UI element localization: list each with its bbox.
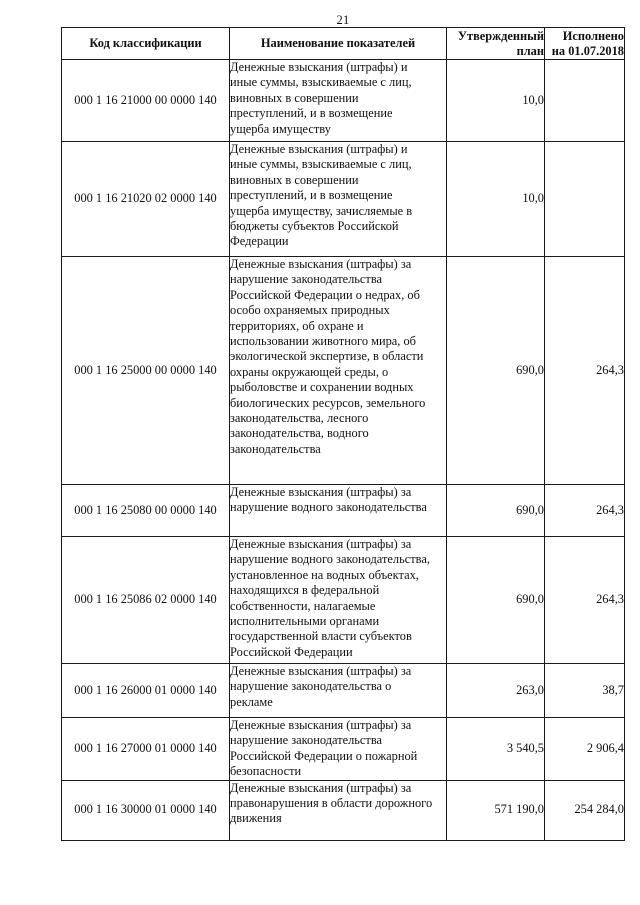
indicator-name-line: Денежные взыскания (штрафы) за [230,718,412,732]
executed-value: 264,3 [545,485,625,537]
approved-plan-value: 10,0 [447,142,545,257]
header-plan: Утвержденный план [447,28,545,60]
approved-plan-value: 690,0 [447,257,545,485]
indicator-name-line: движения [230,811,282,826]
indicator-name-line: правонарушения в области дорожного [230,796,433,811]
indicator-name-line: Российской Федерации [230,644,353,659]
indicator-name-line: виновных в совершении [230,172,359,187]
indicator-name-line: установленное на водных объектах, [230,567,419,582]
indicator-name [230,60,447,142]
approved-plan-value: 10,0 [447,60,545,142]
table-row [62,537,625,664]
executed-value [545,142,625,257]
indicator-name-line: Денежные взыскания (штрафы) за [230,780,412,795]
executed-value [545,60,625,142]
indicator-name-line: преступлений, и в возмещение [230,106,393,121]
indicator-name-line: особо охраняемых природных [230,303,390,318]
table-header-row [62,28,625,60]
header-name: Наименование показателей [230,28,447,60]
indicator-name-line: нарушение законодательства о [230,679,392,694]
table-row [62,142,625,257]
indicator-name [230,718,447,781]
indicator-name-line: ущерба имуществу, зачисляемые в [230,203,413,218]
budget-table [61,27,625,841]
executed-value: 254 284,0 [545,780,625,840]
indicator-name-line: экологической экспертизе, в области [230,349,424,364]
indicator-name-line: преступлений, и в возмещение [230,188,393,203]
approved-plan-value: 263,0 [447,664,545,718]
classification-code: 000 1 16 21000 00 0000 140 [62,60,230,142]
classification-code: 000 1 16 21020 02 0000 140 [62,142,230,257]
indicator-name-line: использовании животного мира, об [230,334,416,349]
indicator-name-line: Денежные взыскания (штрафы) за [230,485,412,499]
header-done: Исполнено на 01.07.2018 [545,28,625,60]
executed-value: 2 906,4 [545,718,625,781]
indicator-name [230,485,447,537]
indicator-name-line: законодательства, водного [230,426,369,441]
approved-plan-value: 571 190,0 [447,780,545,840]
approved-plan-value: 690,0 [447,537,545,664]
executed-value: 38,7 [545,664,625,718]
executed-value: 264,3 [545,257,625,485]
indicator-name-line: находящихся в федеральной [230,583,380,598]
classification-code: 000 1 16 25000 00 0000 140 [62,257,230,485]
indicator-name-line: нарушение водного законодательства [230,500,427,515]
indicator-name-line: биологических ресурсов, земельного [230,395,426,410]
indicator-name-line: Российской Федерации о недрах, об [230,287,420,302]
indicator-name [230,257,447,485]
table-row [62,60,625,142]
indicator-name-line: территориях, об охране и [230,318,364,333]
table-row [62,257,625,485]
indicator-name [230,142,447,257]
page-number: 21 [336,13,350,27]
indicator-name-line: Денежные взыскания (штрафы) и [230,60,408,74]
indicator-name-line: иные суммы, взыскиваемые с лиц, [230,157,412,172]
table-row [62,485,625,537]
indicator-name [230,780,447,840]
indicator-name-line: рекламе [230,694,273,709]
indicator-name [230,537,447,664]
header-code: Код классификации [62,28,230,60]
indicator-name-line: иные суммы, взыскиваемые с лиц, [230,75,412,90]
indicator-name-line: бюджеты субъектов Российской [230,219,399,234]
indicator-name-line: Денежные взыскания (штрафы) за [230,257,412,271]
indicator-name-line: нарушение водного законодательства, [230,552,430,567]
indicator-name-line: исполнительными органами [230,614,380,629]
indicator-name-line: Денежные взыскания (штрафы) за [230,664,412,678]
indicator-name-line: законодательства, лесного [230,411,369,426]
indicator-name [230,664,447,718]
indicator-name-line: рыболовстве и сохранении водных [230,380,414,395]
classification-code: 000 1 16 27000 01 0000 140 [62,718,230,781]
classification-code: 000 1 16 26000 01 0000 140 [62,664,230,718]
indicator-name-line: законодательства [230,441,321,456]
approved-plan-value: 3 540,5 [447,718,545,781]
classification-code: 000 1 16 25080 00 0000 140 [62,485,230,537]
indicator-name-line: виновных в совершении [230,90,359,105]
classification-code: 000 1 16 30000 01 0000 140 [62,780,230,840]
approved-plan-value: 690,0 [447,485,545,537]
classification-code: 000 1 16 25086 02 0000 140 [62,537,230,664]
indicator-name-line: собственности, налагаемые [230,598,376,613]
table-row [62,718,625,781]
indicator-name-line: охраны окружающей среды, о [230,364,389,379]
indicator-name-line: государственной власти субъектов [230,629,412,644]
table-row [62,664,625,718]
indicator-name-line: Денежные взыскания (штрафы) и [230,142,408,156]
indicator-name-line: безопасности [230,764,302,779]
table-row [62,780,625,840]
indicator-name-line: Российской Федерации о пожарной [230,748,418,763]
indicator-name-line: ущерба имуществу [230,121,331,136]
indicator-name-line: нарушение законодательства [230,733,383,748]
indicator-name-line: Федерации [230,234,289,249]
executed-value: 264,3 [545,537,625,664]
indicator-name-line: Денежные взыскания (штрафы) за [230,537,412,551]
indicator-name-line: нарушение законодательства [230,272,383,287]
